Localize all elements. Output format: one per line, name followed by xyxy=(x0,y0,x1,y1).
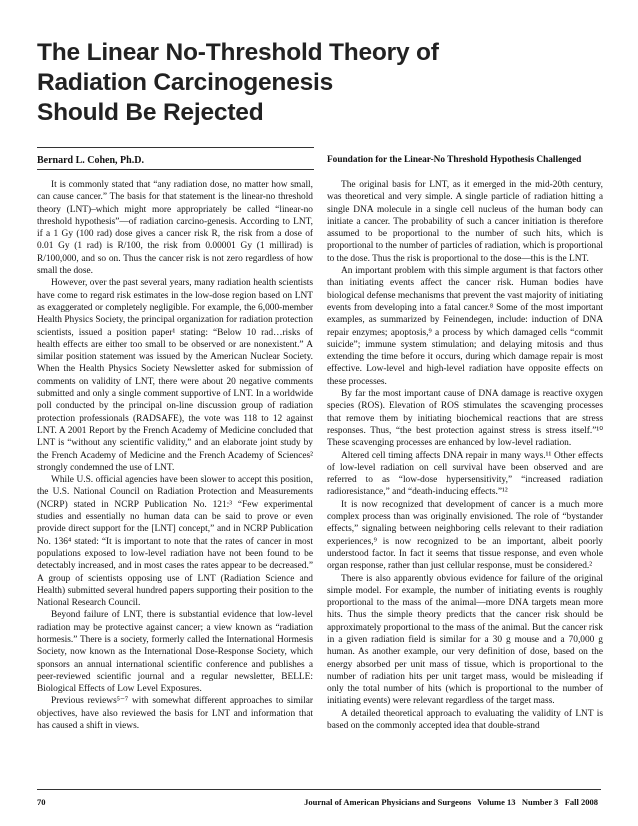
paragraph: By far the most important cause of DNA damage is reactive oxygen species (ROS). Elevation of ROS stimulates the scavenging processes that remove them by initiating biochemical reactions that are stress responses. Thus, “the best protection against stress is stress itself.”¹⁰ These scavenging processes are enhanced by low-level radiation. xyxy=(327,389,603,449)
paragraph: An important problem with this simple argument is that factors other than initiating events affect the cancer risk. Human bodies have biological defense mechanisms that prevent the vast majority of initiating events from developing into a fatal cancer.⁸ Some of the most important examples, as summarized by Feinendegen, include: induction of DNA repair enzymes; apoptosis,⁹ a process by which damaged cells “commit suicide”; immune system stimulation; and delaying mitosis and thus extending the time before it occurs, during which damage repair is most effective. Low-level and high-level radiation have opposite effects on these processes. xyxy=(327,266,603,387)
paragraph: While U.S. official agencies have been slower to accept this position, the U.S. National Council on Radiation Protection and Measurements (NCRP) stated in NCRP Publication No. 121:³ “Few experimental studies and essentially no human data can be said to prove or even provide direct support for the [LNT] concept,” and in NCRP Publication No. 136⁴ stated: “It is important to note that the rates of cancer in most populations exposed to low-level radiation have not been found to be detectably increased, and in most cases the rates appear to be decreased.” A group of scientists opposing use of LNT (Radiation Science and Health) submitted several hundred papers supporting their position to the National Research Council. xyxy=(37,475,313,609)
title-line: Should Be Rejected xyxy=(37,99,264,126)
paragraph: There is also apparently obvious evidence for failure of the original simple model. For example, the number of initiating events is roughly proportional to the mass of the animal—more DNA targets mean more hits. Thus the simple theory predicts that the cancer risk should be approximately proportional to the mass of the animal. But the cancer risk in a given radiation field is similar for a 30 g mouse and a 70,000 g human. As another example, our very definition of dose, based on the energy absorbed per unit mass of tissue, which is proportional to the number of radiation hits per unit target mass, would be misleading if only the total number of hits (which is proportional to the number of initiating events) were relevant regardless of the target mass. xyxy=(327,573,603,707)
title-line: Radiation Carcinogenesis xyxy=(37,69,334,96)
paragraph: Previous reviews⁵⁻⁷ with somewhat different approaches to similar objectives, have also reviewed the basis for LNT and information that has caused a shift in views. xyxy=(37,696,313,732)
right-column xyxy=(327,179,603,732)
title-line: The Linear No-Threshold Theory of xyxy=(37,39,439,66)
author-rule-bottom xyxy=(37,169,314,170)
footer-rule xyxy=(37,789,601,790)
paragraph: The original basis for LNT, as it emerged in the mid-20th century, was theoretical and very simple. A single particle of radiation hitting a single DNA molecule in a single cell nucleus of the human body can initiate a cancer. The probability of such a cancer initiation is therefore assumed to be proportional to the number of such hits, which is proportional to the number of particles of radiation, which is proportional to the dose. Thus the risk is proportional to the dose—this is the LNT. xyxy=(327,180,603,264)
section-heading: Foundation for the Linear-No Threshold Hypothesis Challenged xyxy=(327,155,582,165)
paragraph: A detailed theoretical approach to evaluating the validity of LNT is based on the commonly accepted idea that double-strand xyxy=(327,708,603,732)
paragraph: Beyond failure of LNT, there is substantial evidence that low-level radiation may be protective against cancer; a view known as “radiation hormesis.” There is a society, formerly called the International Hormesis Society, now known as the International Dose-Response Society, which sponsors an annual international scientific conference and publishes a peer-reviewed scientific journal and a regular newsletter, BELLE: Biological Effects of Low Level Exposures. xyxy=(37,610,313,695)
author-rule-top xyxy=(37,147,314,148)
journal-citation: Journal of American Physicians and Surgeons Volume 13 Number 3 Fall 2008 xyxy=(304,797,598,807)
left-column xyxy=(37,179,313,732)
paragraph: However, over the past several years, many radiation health scientists have come to regard risk estimates in the low-dose region based on LNT as exaggerated or completely negligible. For example, the 6,000-member Health Physics Society, the principal organization for radiation protection scientists, issued a position paper¹ stating: “Below 10 rad…risks of health effects are either too small to be observed or are nonexistent.” A similar position statement was issued by the American Nuclear Society. When the Health Physics Society Newsletter asked for submission of comments on validity of LNT, there were about 20 negative comments submitted and only a single comment supportive of LNT. In a worldwide poll conducted by the principal on-line discussion group of radiation protection professionals (RADSAFE), the vote was 118 to 12 against LNT. A 2001 Report by the French Academy of Medicine concluded that LNT is “without any scientific validity,” and an elaborate joint study by the French Academy of Medicine and the French Academy of Sciences² strongly condemned the use of LNT. xyxy=(37,278,313,473)
article-title xyxy=(37,38,597,128)
paragraph: Altered cell timing affects DNA repair in many ways.¹¹ Other effects of low-level radiation on cell survival have been observed and are referred to as “low-dose hypersensitivity,” “increased radiation radioresistance,” and “death-inducing effects.”¹² xyxy=(327,450,603,498)
paragraph: It is now recognized that development of cancer is a much more complex process than was originally envisioned. The role of “bystander effects,” signaling between neighboring cells relevant to their radiation experiences,⁹ is now recognized to be an important, albeit poorly understood factor. In fact it seems that tissue response, and even whole organ response, rather than just cellular response, must be considered.² xyxy=(327,499,603,572)
paragraph: It is commonly stated that “any radiation dose, no matter how small, can cause cancer.” The basis for that statement is the linear-no threshold theory (LNT)–which might more appropriately be called “linear-no threshold hypothesis”—of radiation carcino-genesis. According to LNT, if a 1 Gy (100 rad) dose gives a cancer risk R, the risk from a dose of 0.01 Gy (1 rad) is R/100, the risk from 0.00001 Gy (1 millirad) is R/100,000, and so on. Thus the cancer risk is not zero regardless of how small the dose. xyxy=(37,180,313,277)
page-number: 70 xyxy=(37,797,46,807)
author-name: Bernard L. Cohen, Ph.D. xyxy=(37,155,144,166)
